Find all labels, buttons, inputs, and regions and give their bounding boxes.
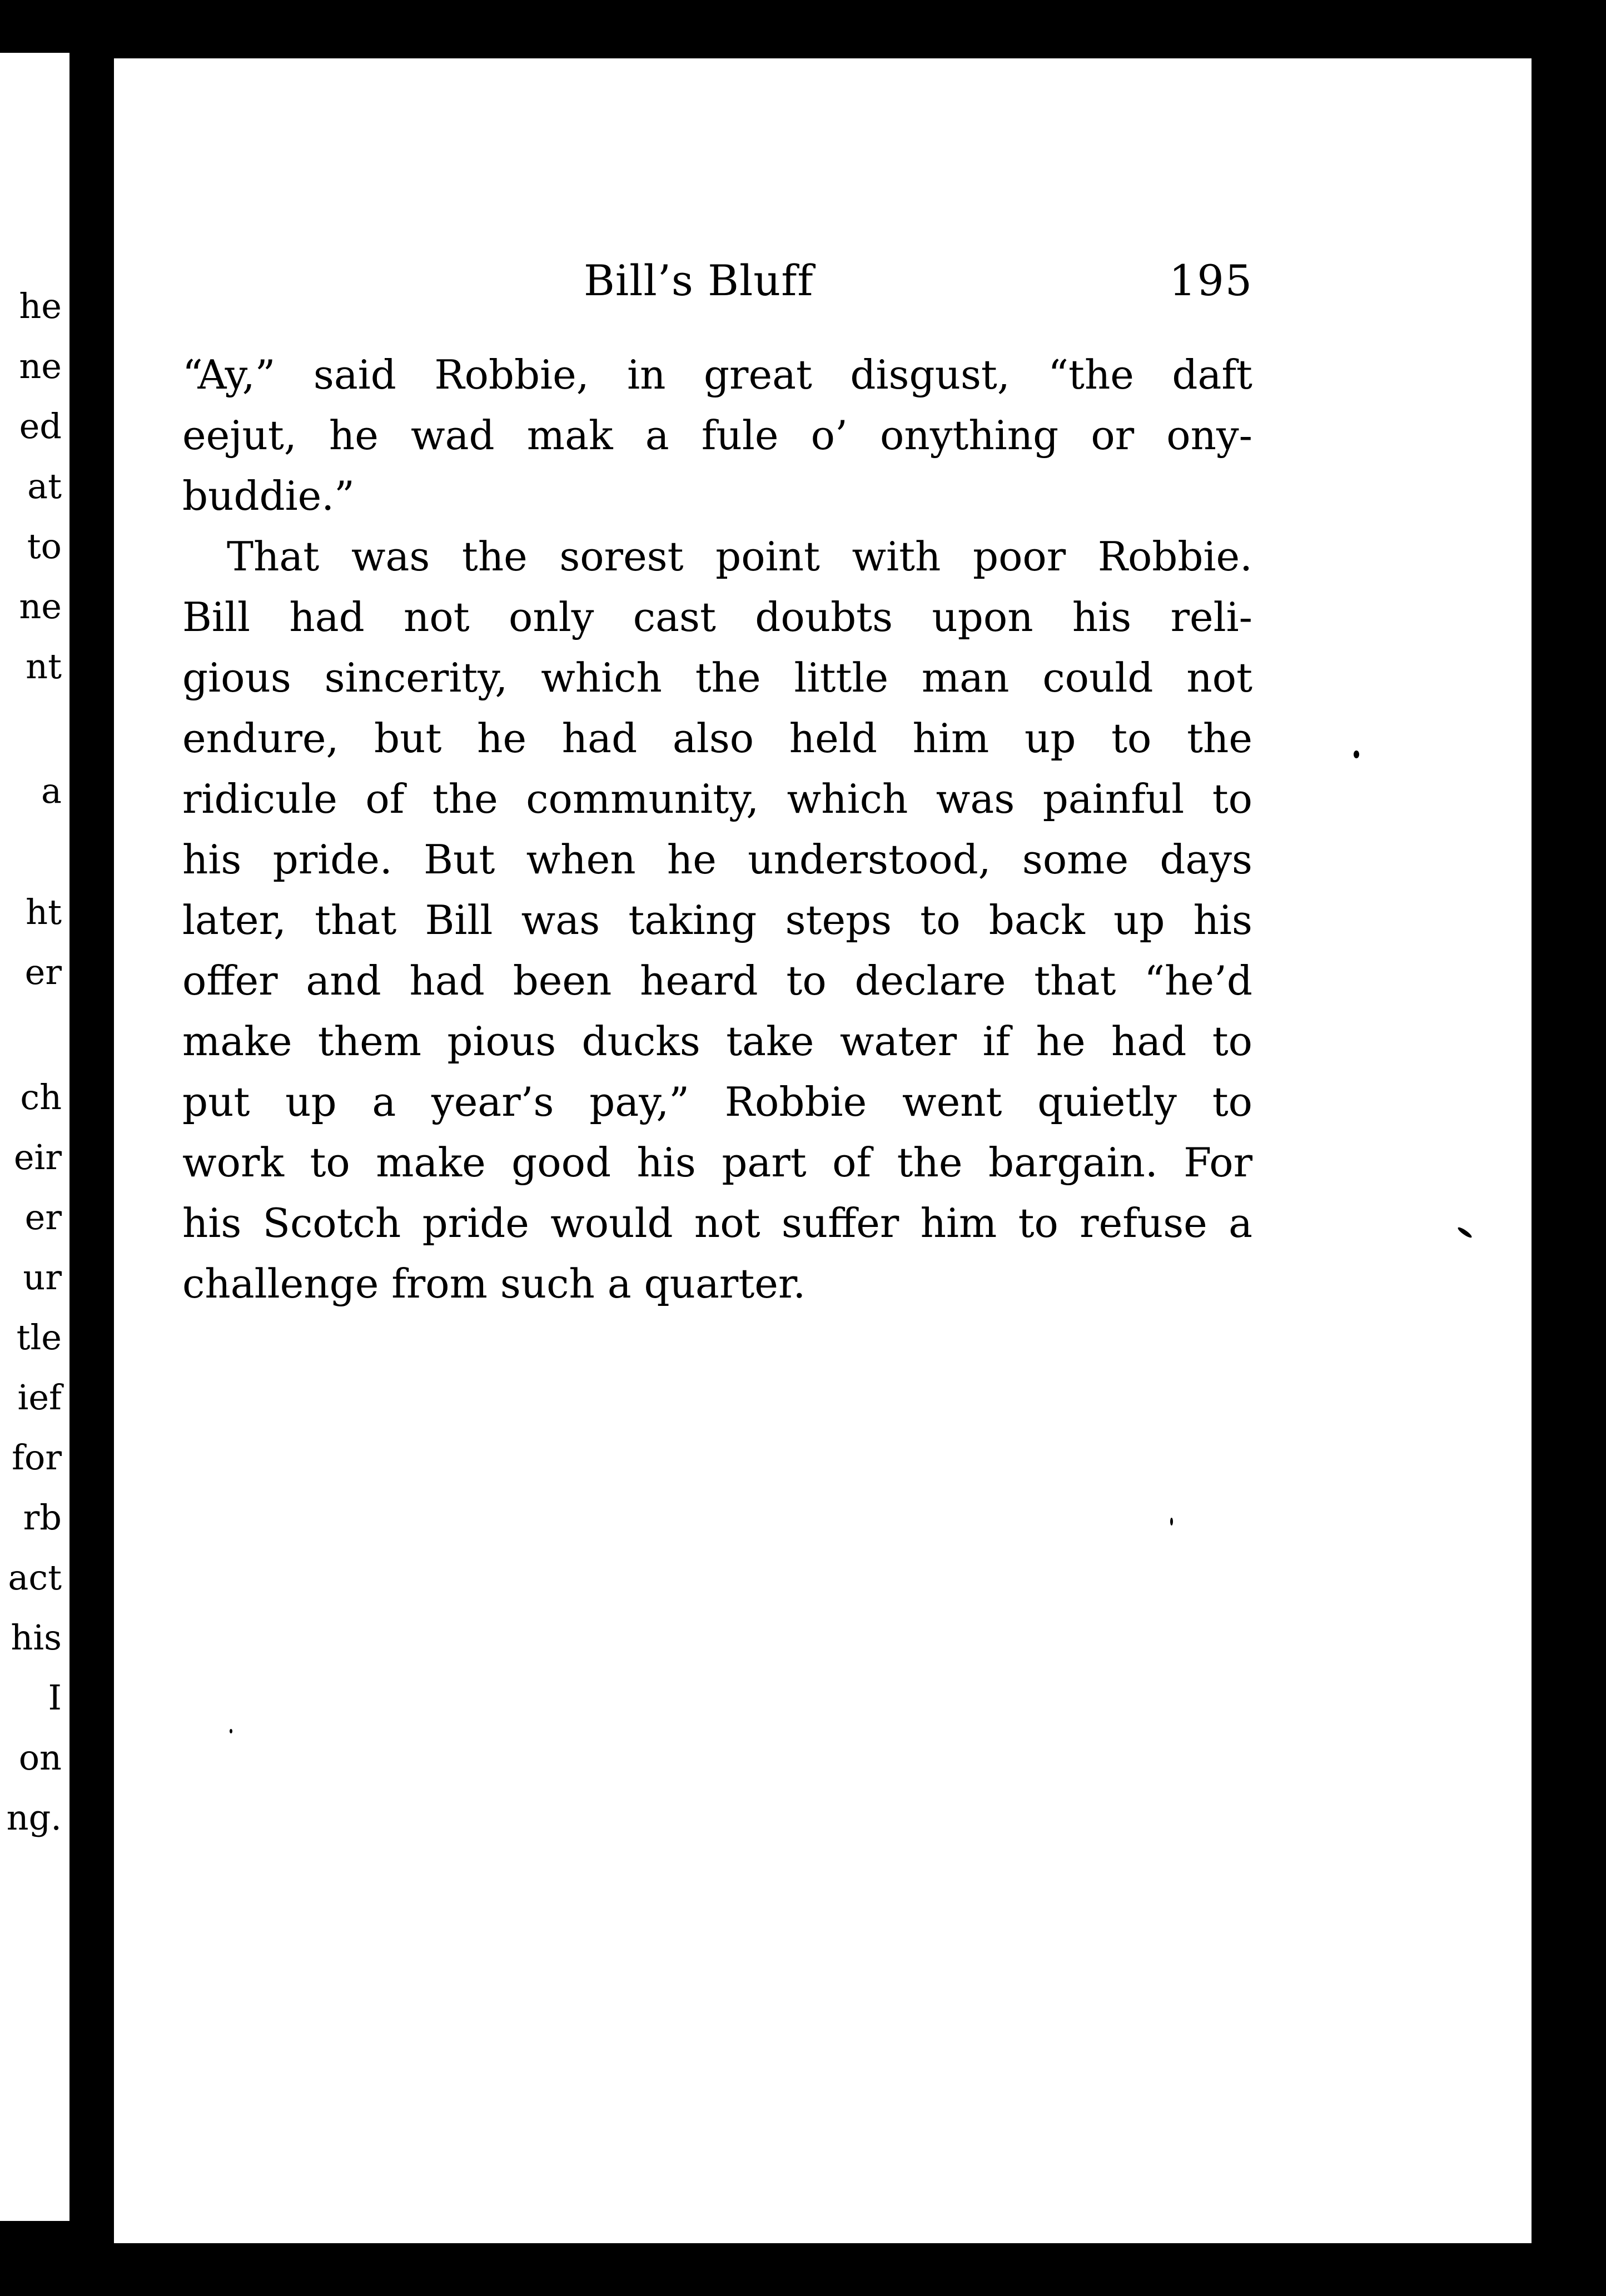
text-line: make them pious ducks take water if he had to [182,1018,1252,1065]
facing-page-fragment-text: to [27,526,62,566]
text-line: offer and had been heard to declare that “he’d [182,957,1252,1004]
facing-page-fragment-text: a [41,771,62,811]
facing-page-fragment-text: ht [26,892,62,932]
book-gutter [69,33,120,2252]
facing-page-fragment-text: er [24,1197,62,1238]
text-line: endure, but he had also held him up to the [182,715,1252,762]
facing-page-fragment-text: ed [19,406,62,446]
facing-page-fragment-text: for [12,1437,62,1478]
facing-page-fragment-text: tle [16,1317,62,1358]
scan-speck [1170,1518,1173,1525]
book-page [114,58,1532,2243]
facing-page-fragment-text: ne [19,586,62,627]
facing-page-fragment-text: ch [20,1077,62,1117]
facing-page-fragment-text: er [24,952,62,992]
running-header [114,250,1532,311]
facing-page-fragment-text: ng. [6,1797,62,1838]
text-line: his Scotch pride would not suffer him to refuse a [182,1200,1252,1246]
facing-page-fragment-text: eir [13,1137,62,1177]
text-line: gious sincerity, which the little man could not [182,654,1252,701]
text-line: later, that Bill was taking steps to back up his [182,897,1252,943]
text-line: Bill had not only cast doubts upon his reli- [182,594,1252,640]
facing-page-fragment-text: act [8,1557,62,1598]
scan-speck [1354,751,1359,758]
facing-page-fragment-text: rb [23,1497,62,1538]
facing-page-fragment-text: ur [23,1257,62,1298]
text-line: put up a year’s pay,” Robbie went quietly to [182,1079,1252,1125]
text-line: buddie.” [182,473,355,519]
facing-page-fragment-text: his [11,1617,62,1658]
text-line: his pride. But when he understood, some days [182,836,1252,883]
scan-speck [1456,1226,1473,1239]
text-line: eejut, he wad mak a fule o’ onything or ony- [182,412,1252,459]
body-text [182,345,1252,1314]
facing-page-fragment-text: at [27,466,62,506]
facing-page-fragment-text: ief [17,1377,62,1418]
facing-page-fragment-text: ne [19,346,62,386]
facing-page-fragment-text: nt [26,646,62,687]
page-number: 195 [1169,256,1254,305]
text-line: work to make good his part of the bargain. For [182,1139,1252,1186]
facing-page-fragment-text: he [19,286,62,326]
scan-speck [230,1729,232,1733]
running-title: Bill’s Bluff [584,256,814,305]
facing-page-fragment [0,53,69,2221]
text-line: “Ay,” said Robbie, in great disgust, “the daft [182,351,1252,398]
facing-page-fragment-text: on [18,1737,62,1778]
text-line: That was the sorest point with poor Robbie. [227,533,1252,580]
facing-page-fragment-text: I [48,1677,62,1718]
text-line: ridicule of the community, which was painful to [182,776,1252,822]
text-line: challenge from such a quarter. [182,1260,806,1307]
